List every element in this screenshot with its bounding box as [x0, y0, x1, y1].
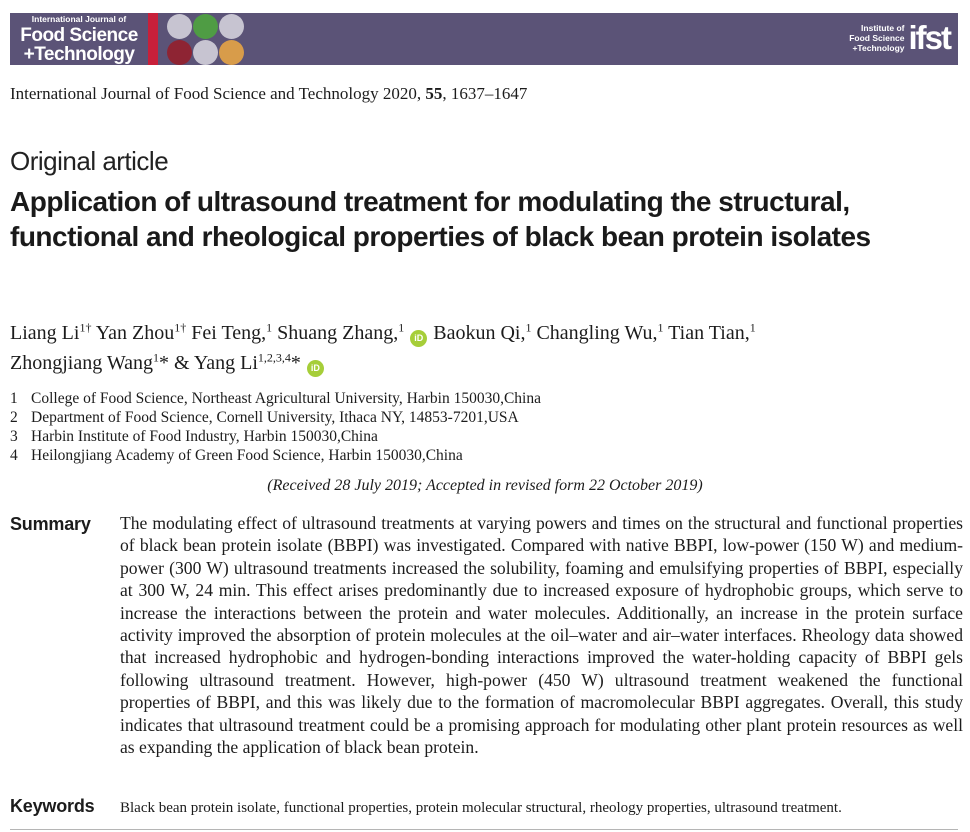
berries-icon	[167, 40, 192, 65]
summary-label: Summary	[10, 514, 91, 534]
affiliation-number: 1	[10, 390, 18, 407]
journal-logo-line1: International Journal of	[31, 14, 127, 25]
food-icon-grid	[167, 13, 244, 65]
ifst-line2: Food Science	[849, 33, 905, 44]
affiliation-number: 3	[10, 428, 18, 445]
summary-text: The modulating effect of ultrasound treatments at varying powers and times on the structural and functional properties of black bean protein isolate (BBPI) was investigated. Compared with native BBPI, low-power (150 W) and medium-power (300 W) ultrasound treatments increased the solubility, foaming and emulsifying properties of BBPI, especially at 300 W, 24 min. This effect arises predominantly due to increased exposure of hydrophobic groups, which serve to increase the interactions between the protein and water molecules. Additionally, an increase in the protein surface activity improved the absorption of protein molecules at the oil–water and air–water interfaces. Rheology data showed that increased hydrophobic and hydrogen-bonding interactions improved the water-holding capacity of BBPI gels following ultrasound treatment. However, high-power (450 W) ultrasound treatment weakened the functional properties of BBPI, and this was likely due to the formation of macromolecular BBPI aggregates. Overall, this study indicates that ultrasound treatment could be a promising approach for modulating other plant protein resources as well as expanding the application of black bean protein.	[120, 513, 963, 758]
author-line-2	[10, 348, 756, 378]
article-type-label: Original article	[10, 146, 169, 176]
affiliation-item	[10, 427, 541, 446]
greens-icon	[193, 14, 218, 39]
beverage-icon	[219, 40, 244, 65]
affiliation-number: 4	[10, 447, 18, 464]
ifst-line1: Institute of	[861, 23, 905, 34]
received-accepted-line: (Received 28 July 2019; Accepted in revised form 22 October 2019)	[267, 477, 703, 494]
affiliation-number: 2	[10, 409, 18, 426]
banner-spacer	[244, 13, 849, 65]
banner-red-stripe	[148, 13, 158, 65]
author-affil-sup: 1	[153, 350, 159, 365]
seeds-icon	[219, 14, 244, 39]
article-title: Application of ultrasound treatment for modulating the structural, functional and rheological properties of black bean protein isolates	[10, 186, 871, 253]
author-affil-sup: 1	[398, 320, 405, 335]
orcid-icon[interactable]: iD	[307, 360, 324, 377]
affiliation-list	[10, 389, 541, 465]
author-line-1	[10, 318, 756, 348]
citation-pages: , 1637–1647	[442, 84, 528, 103]
author: Zhongjiang Wang$^1$*	[10, 350, 169, 374]
author-affil-sup: 1†	[79, 320, 92, 335]
ifst-logo	[849, 13, 958, 65]
orcid-icon[interactable]: iD	[410, 330, 427, 347]
affiliation-text: Harbin Institute of Food Industry, Harbin 150030,China	[31, 428, 378, 445]
author-affil-sup: 1	[525, 320, 532, 335]
keywords-text: Black bean protein isolate, functional properties, protein molecular structural, rheology properties, ultrasound treatment.	[120, 800, 842, 816]
corresponding-author-star: *	[290, 352, 301, 374]
author-affil-sup: 1	[657, 320, 664, 335]
corresponding-author-star: *	[159, 352, 169, 374]
author-affil-sup: 1	[266, 320, 273, 335]
ifst-acronym: ifst	[908, 19, 950, 56]
grain-icon	[167, 14, 192, 39]
journal-banner	[10, 13, 958, 65]
author-affil-sup: 1	[749, 320, 756, 335]
affiliation-item	[10, 446, 541, 465]
citation-line	[10, 84, 527, 104]
author: Yan Zhou$^{1\dagger}$	[95, 320, 187, 344]
affiliation-text: Heilongjiang Academy of Green Food Science, Harbin 150030,China	[31, 447, 463, 464]
affiliation-item	[10, 408, 541, 427]
journal-logo	[10, 13, 148, 65]
citation-journal: International Journal of Food Science and Technology 2020,	[10, 84, 426, 103]
author: Baokun Qi,$^1$	[433, 320, 532, 344]
keywords-label: Keywords	[10, 796, 95, 816]
ifst-line3: +Technology	[852, 42, 905, 53]
journal-logo-line3: +Technology	[23, 43, 135, 65]
author-affil-sup: 1†	[174, 320, 187, 335]
affiliation-text: Department of Food Science, Cornell University, Ithaca NY, 14853-7201,USA	[31, 409, 519, 426]
journal-logo-line2: Food Science	[20, 24, 138, 46]
section-divider	[10, 829, 958, 830]
author: Tian Tian,$^1$	[668, 320, 756, 344]
citation-volume: 55	[425, 84, 443, 103]
ifst-logo-text	[849, 24, 904, 53]
affiliation-item	[10, 389, 541, 408]
utensils-icon	[193, 40, 218, 65]
author: Liang $Li^{1\dagger}$	[10, 320, 92, 344]
affiliation-text: College of Food Science, Northeast Agricultural University, Harbin 150030,China	[31, 390, 541, 407]
author: & Yang Li$^{1,2,3,4}$*	[174, 350, 301, 374]
author: Changling Wu,$^1$	[536, 320, 664, 344]
author: Fei Teng,$^1$	[191, 320, 273, 344]
author: Shuang Zhang,$^1$	[277, 320, 405, 344]
author-list	[10, 318, 756, 378]
author-affil-sup: 1,2,3,4	[257, 350, 291, 365]
